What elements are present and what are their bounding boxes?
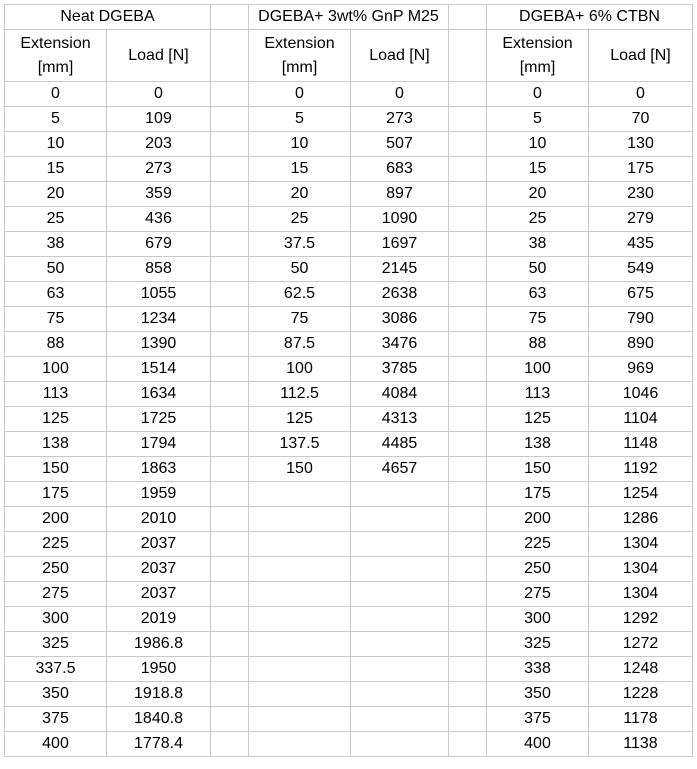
spacer-cell — [211, 307, 249, 332]
cell-extension: 25 — [5, 207, 107, 232]
cell-extension: 300 — [487, 607, 589, 632]
cell-extension: 87.5 — [249, 332, 351, 357]
cell-load — [351, 607, 449, 632]
table-row — [5, 607, 693, 632]
spacer-cell — [211, 82, 249, 107]
cell-load: 1918.8 — [107, 682, 211, 707]
cell-load: 858 — [107, 257, 211, 282]
title-row — [5, 5, 693, 30]
cell-extension: 63 — [487, 282, 589, 307]
cell-load: 1148 — [589, 432, 693, 457]
cell-extension: 225 — [487, 532, 589, 557]
cell-load: 1514 — [107, 357, 211, 382]
table-row — [5, 557, 693, 582]
cell-load: 1138 — [589, 732, 693, 757]
cell-extension — [249, 707, 351, 732]
spacer-cell — [449, 732, 487, 757]
spacer-cell — [449, 5, 487, 30]
spacer-cell — [449, 232, 487, 257]
cell-extension: 125 — [249, 407, 351, 432]
cell-extension: 100 — [249, 357, 351, 382]
table-row — [5, 482, 693, 507]
cell-load: 1304 — [589, 532, 693, 557]
spacer-cell — [211, 432, 249, 457]
cell-extension: 113 — [5, 382, 107, 407]
cell-extension: 5 — [249, 107, 351, 132]
spacer-cell — [449, 407, 487, 432]
cell-extension: 275 — [5, 582, 107, 607]
spacer-cell — [211, 632, 249, 657]
spacer-cell — [211, 257, 249, 282]
cell-extension: 112.5 — [249, 382, 351, 407]
spacer-cell — [449, 557, 487, 582]
spacer-cell — [449, 632, 487, 657]
spacer-cell — [211, 5, 249, 30]
cell-load: 897 — [351, 182, 449, 207]
cell-extension — [249, 582, 351, 607]
spacer-cell — [211, 582, 249, 607]
cell-load: 273 — [351, 107, 449, 132]
cell-extension: 20 — [249, 182, 351, 207]
cell-load: 1304 — [589, 582, 693, 607]
table-row — [5, 407, 693, 432]
cell-load — [351, 532, 449, 557]
cell-load: 1725 — [107, 407, 211, 432]
cell-load: 1192 — [589, 457, 693, 482]
spacer-cell — [449, 282, 487, 307]
cell-load: 1304 — [589, 557, 693, 582]
cell-extension: 338 — [487, 657, 589, 682]
cell-load: 1778.4 — [107, 732, 211, 757]
spacer-cell — [449, 307, 487, 332]
table-row — [5, 182, 693, 207]
cell-extension: 10 — [5, 132, 107, 157]
cell-load: 1840.8 — [107, 707, 211, 732]
cell-load: 436 — [107, 207, 211, 232]
spacer-cell — [449, 107, 487, 132]
cell-extension: 138 — [487, 432, 589, 457]
cell-extension: 75 — [487, 307, 589, 332]
cell-extension: 25 — [249, 207, 351, 232]
cell-load: 2010 — [107, 507, 211, 532]
spacer-cell — [449, 607, 487, 632]
cell-load: 969 — [589, 357, 693, 382]
spacer-cell — [449, 657, 487, 682]
cell-extension: 200 — [5, 507, 107, 532]
cell-load: 3785 — [351, 357, 449, 382]
cell-load: 1390 — [107, 332, 211, 357]
table-row — [5, 382, 693, 407]
spacer-cell — [211, 682, 249, 707]
spacer-cell — [211, 382, 249, 407]
cell-load: 435 — [589, 232, 693, 257]
spacer-cell — [449, 432, 487, 457]
cell-extension: 225 — [5, 532, 107, 557]
spacer-cell — [211, 607, 249, 632]
cell-extension: 400 — [5, 732, 107, 757]
cell-extension: 350 — [5, 682, 107, 707]
table-row — [5, 257, 693, 282]
column-header-extension: Extension [mm] — [249, 30, 351, 82]
cell-load: 1046 — [589, 382, 693, 407]
cell-extension: 337.5 — [5, 657, 107, 682]
cell-load: 4313 — [351, 407, 449, 432]
cell-extension: 50 — [487, 257, 589, 282]
cell-extension: 37.5 — [249, 232, 351, 257]
cell-extension: 10 — [249, 132, 351, 157]
cell-extension: 250 — [5, 557, 107, 582]
spacer-cell — [449, 682, 487, 707]
data-table — [4, 4, 693, 757]
cell-load: 1794 — [107, 432, 211, 457]
cell-extension: 38 — [5, 232, 107, 257]
cell-load: 1986.8 — [107, 632, 211, 657]
cell-load: 279 — [589, 207, 693, 232]
cell-extension: 300 — [5, 607, 107, 632]
cell-load — [351, 732, 449, 757]
cell-extension: 375 — [5, 707, 107, 732]
cell-load: 2037 — [107, 532, 211, 557]
cell-extension: 150 — [487, 457, 589, 482]
spacer-cell — [449, 532, 487, 557]
table-row — [5, 132, 693, 157]
table-row — [5, 282, 693, 307]
cell-extension: 15 — [487, 157, 589, 182]
cell-extension: 25 — [487, 207, 589, 232]
cell-load — [351, 657, 449, 682]
cell-extension — [249, 557, 351, 582]
cell-load — [351, 682, 449, 707]
cell-extension: 50 — [5, 257, 107, 282]
spacer-cell — [211, 732, 249, 757]
cell-load: 790 — [589, 307, 693, 332]
cell-load: 1286 — [589, 507, 693, 532]
cell-load: 1055 — [107, 282, 211, 307]
spacer-cell — [449, 132, 487, 157]
cell-load: 0 — [107, 82, 211, 107]
cell-extension: 150 — [249, 457, 351, 482]
cell-extension: 175 — [5, 482, 107, 507]
cell-extension: 50 — [249, 257, 351, 282]
cell-extension: 125 — [5, 407, 107, 432]
cell-load: 1234 — [107, 307, 211, 332]
cell-load — [351, 507, 449, 532]
cell-load — [351, 557, 449, 582]
cell-load: 507 — [351, 132, 449, 157]
spacer-cell — [449, 157, 487, 182]
cell-load: 1178 — [589, 707, 693, 732]
cell-extension: 400 — [487, 732, 589, 757]
cell-load: 1292 — [589, 607, 693, 632]
spacer-cell — [211, 482, 249, 507]
table-row — [5, 532, 693, 557]
spacer-cell — [211, 557, 249, 582]
spacer-cell — [449, 30, 487, 82]
cell-extension: 88 — [487, 332, 589, 357]
spacer-cell — [211, 157, 249, 182]
spacer-cell — [449, 82, 487, 107]
cell-load: 890 — [589, 332, 693, 357]
table-row — [5, 357, 693, 382]
cell-load: 2019 — [107, 607, 211, 632]
cell-extension: 150 — [5, 457, 107, 482]
cell-load: 1863 — [107, 457, 211, 482]
cell-extension: 0 — [5, 82, 107, 107]
cell-extension — [249, 732, 351, 757]
cell-load: 1959 — [107, 482, 211, 507]
cell-extension: 20 — [487, 182, 589, 207]
cell-load: 675 — [589, 282, 693, 307]
spacer-cell — [449, 182, 487, 207]
spacer-cell — [211, 107, 249, 132]
cell-load: 70 — [589, 107, 693, 132]
spacer-cell — [449, 382, 487, 407]
cell-extension — [249, 532, 351, 557]
group-title-gnp-m25: DGEBA+ 3wt% GnP M25 — [249, 5, 449, 30]
cell-load: 109 — [107, 107, 211, 132]
spacer-cell — [449, 582, 487, 607]
table-row — [5, 682, 693, 707]
cell-extension — [249, 507, 351, 532]
cell-extension: 63 — [5, 282, 107, 307]
cell-extension — [249, 682, 351, 707]
table-row — [5, 732, 693, 757]
cell-load: 230 — [589, 182, 693, 207]
cell-extension: 325 — [487, 632, 589, 657]
cell-extension: 75 — [5, 307, 107, 332]
cell-load: 1697 — [351, 232, 449, 257]
column-header-load: Load [N] — [351, 30, 449, 82]
cell-extension: 15 — [5, 157, 107, 182]
table-body — [5, 5, 693, 757]
column-header-extension: Extension [mm] — [5, 30, 107, 82]
group-title-ctbn: DGEBA+ 6% CTBN — [487, 5, 693, 30]
cell-load: 679 — [107, 232, 211, 257]
cell-extension: 275 — [487, 582, 589, 607]
cell-load — [351, 632, 449, 657]
cell-extension: 350 — [487, 682, 589, 707]
spacer-cell — [211, 207, 249, 232]
cell-load: 1950 — [107, 657, 211, 682]
cell-extension: 250 — [487, 557, 589, 582]
spacer-cell — [211, 457, 249, 482]
cell-load: 1254 — [589, 482, 693, 507]
column-header-load: Load [N] — [107, 30, 211, 82]
spacer-cell — [211, 232, 249, 257]
cell-extension: 5 — [487, 107, 589, 132]
cell-load — [351, 482, 449, 507]
cell-extension — [249, 607, 351, 632]
cell-load: 0 — [589, 82, 693, 107]
cell-load — [351, 582, 449, 607]
cell-load: 130 — [589, 132, 693, 157]
table-row — [5, 507, 693, 532]
cell-extension: 100 — [487, 357, 589, 382]
cell-load: 2145 — [351, 257, 449, 282]
cell-load: 683 — [351, 157, 449, 182]
spacer-cell — [449, 257, 487, 282]
cell-extension: 200 — [487, 507, 589, 532]
table-row — [5, 707, 693, 732]
spacer-cell — [449, 707, 487, 732]
table-row — [5, 82, 693, 107]
cell-load: 175 — [589, 157, 693, 182]
cell-extension — [249, 657, 351, 682]
cell-extension — [249, 482, 351, 507]
cell-load: 273 — [107, 157, 211, 182]
cell-load: 1228 — [589, 682, 693, 707]
cell-extension: 137.5 — [249, 432, 351, 457]
cell-load: 1634 — [107, 382, 211, 407]
cell-extension: 5 — [5, 107, 107, 132]
cell-load: 1248 — [589, 657, 693, 682]
spacer-cell — [449, 332, 487, 357]
cell-load: 1090 — [351, 207, 449, 232]
cell-load: 2638 — [351, 282, 449, 307]
table-row — [5, 157, 693, 182]
cell-extension: 325 — [5, 632, 107, 657]
table-row — [5, 107, 693, 132]
column-header-load: Load [N] — [589, 30, 693, 82]
cell-extension: 88 — [5, 332, 107, 357]
cell-load: 3086 — [351, 307, 449, 332]
cell-extension: 10 — [487, 132, 589, 157]
table-row — [5, 582, 693, 607]
cell-extension: 113 — [487, 382, 589, 407]
group-title-neat-dgeba: Neat DGEBA — [5, 5, 211, 30]
spacer-cell — [211, 332, 249, 357]
cell-extension: 175 — [487, 482, 589, 507]
table-row — [5, 207, 693, 232]
cell-load: 0 — [351, 82, 449, 107]
spacer-cell — [449, 482, 487, 507]
cell-extension: 0 — [487, 82, 589, 107]
spacer-cell — [211, 30, 249, 82]
cell-extension: 38 — [487, 232, 589, 257]
spacer-cell — [211, 532, 249, 557]
column-header-extension: Extension [mm] — [487, 30, 589, 82]
cell-extension: 125 — [487, 407, 589, 432]
cell-load: 549 — [589, 257, 693, 282]
cell-load: 1104 — [589, 407, 693, 432]
cell-extension: 375 — [487, 707, 589, 732]
cell-load: 203 — [107, 132, 211, 157]
table-row — [5, 332, 693, 357]
spacer-cell — [211, 357, 249, 382]
cell-load: 2037 — [107, 557, 211, 582]
spacer-cell — [449, 507, 487, 532]
spacer-cell — [449, 207, 487, 232]
spacer-cell — [211, 282, 249, 307]
cell-extension: 138 — [5, 432, 107, 457]
cell-load — [351, 707, 449, 732]
spacer-cell — [211, 407, 249, 432]
table-row — [5, 632, 693, 657]
cell-extension — [249, 632, 351, 657]
table-row — [5, 657, 693, 682]
table-row — [5, 232, 693, 257]
spacer-cell — [211, 657, 249, 682]
header-row — [5, 30, 693, 82]
cell-load: 3476 — [351, 332, 449, 357]
spacer-cell — [211, 507, 249, 532]
cell-load: 1272 — [589, 632, 693, 657]
spacer-cell — [449, 457, 487, 482]
table-row — [5, 432, 693, 457]
cell-load: 4485 — [351, 432, 449, 457]
cell-load: 2037 — [107, 582, 211, 607]
cell-load: 4084 — [351, 382, 449, 407]
spacer-cell — [211, 707, 249, 732]
spacer-cell — [211, 132, 249, 157]
cell-load: 359 — [107, 182, 211, 207]
table-row — [5, 307, 693, 332]
cell-extension: 62.5 — [249, 282, 351, 307]
cell-extension: 0 — [249, 82, 351, 107]
cell-extension: 75 — [249, 307, 351, 332]
spacer-cell — [211, 182, 249, 207]
table-row — [5, 457, 693, 482]
cell-load: 4657 — [351, 457, 449, 482]
cell-extension: 20 — [5, 182, 107, 207]
cell-extension: 100 — [5, 357, 107, 382]
spacer-cell — [449, 357, 487, 382]
cell-extension: 15 — [249, 157, 351, 182]
